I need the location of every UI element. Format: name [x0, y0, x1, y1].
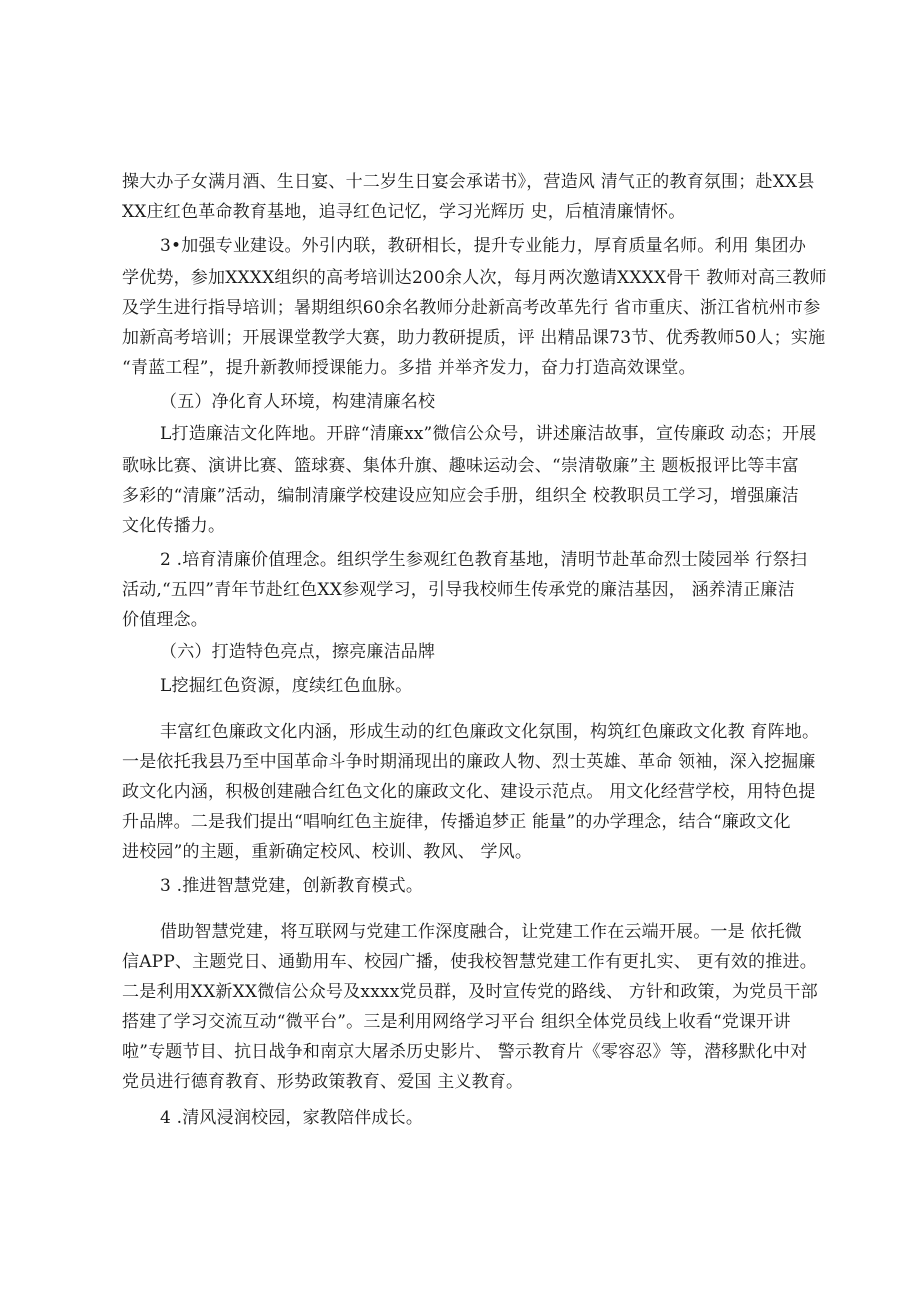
text-line: 啦”专题节目、抗日战争和南京大屠杀历史影片、 警示教育片《零容忍》等，潜移默化中对 [122, 1042, 808, 1062]
text-line: “青蓝工程”，提升新教师授课能力。多措 并举齐发力，奋力打造高效课堂。 [122, 358, 696, 378]
text-line: L打造廉洁文化阵地。开辟“清廉xx”微信公众号，讲述廉洁故事，宣传廉政 动态；开展 [160, 424, 817, 444]
text-line: 操大办子女满月酒、生日宴、十二岁生日宴会承诺书》，营造风 清气正的教育氛围；赴XX县 [122, 172, 815, 192]
text-line: 加新高考培训；开展课堂教学大赛，助力教研提质，评 出精品课73节、优秀教师50人；实施 [122, 328, 826, 348]
text-line: 4 .清风浸润校园，家教陪伴成长。 [160, 1108, 424, 1128]
text-line: 学优势，参加XXXX组织的高考培训达200余人次，每月两次邀请XXXX骨干 教师对高三教师 [122, 268, 827, 288]
text-line: 丰富红色廉政文化内涵，形成生动的红色廉政文化氛围，构筑红色廉政文化教 育阵地。 [160, 722, 820, 742]
text-line: 升品牌。二是我们提出“唱响红色主旋律，传播追梦正 能量”的办学理念，结合“廉政文化 [122, 812, 791, 832]
text-line: 歌咏比赛、演讲比赛、篮球赛、集体升旗、趣味运动会、“崇清敬廉”主 题板报评比等丰富 [122, 456, 799, 476]
text-line: 搭建了学习交流互动“微平台”。三是利用网络学习平台 组织全体党员线上收看“党课开讲 [122, 1012, 791, 1032]
text-line: 2 .培育清廉价值理念。组织学生参观红色教育基地，清明节赴革命烈士陵园举 行祭扫 [160, 550, 808, 570]
text-line: 3•加强专业建设。外引内联，教研相长，提升专业能力，厚育质量名师。利用 集团办 [160, 236, 807, 256]
text-line: 价值理念。 [122, 610, 208, 630]
text-line: 信APP、主题党日、通勤用车、校园广播，使我校智慧党建工作有更扎实、 更有效的推进。 [122, 952, 817, 972]
section-heading: （五）净化育人环境，构建清廉名校 [160, 392, 436, 412]
text-line: 党员进行德育教育、形势政策教育、爱国 主义教育。 [122, 1072, 524, 1092]
text-line: 政文化内涵，积极创建融合红色文化的廉政文化、建设示范点。 用文化经营学校，用特色提 [122, 782, 816, 802]
text-line: 及学生进行指导培训；暑期组织60余名教师分赴新高考改革先行 省市重庆、浙江省杭州市参 [122, 298, 821, 318]
section-heading: （六）打造特色亮点，擦亮廉洁品牌 [160, 642, 436, 662]
text-line: 一是依托我县乃至中国革命斗争时期涌现出的廉政人物、烈士英雄、革命 领袖，深入挖掘廉 [122, 752, 816, 772]
text-line: XX庄红色革命教育基地，追寻红色记忆，学习光辉历 史，后植清廉情怀。 [122, 202, 686, 222]
text-line: 多彩的“清廉”活动，编制清廉学校建设应知应会手册，组织全 校教职员工学习，增强廉洁 [122, 486, 799, 506]
text-line: 借助智慧党建，将互联网与党建工作深度融合，让党建工作在云端开展。一是 依托微 [160, 922, 803, 942]
text-line: 二是利用XX新XX微信公众号及xxxx党员群，及时宣传党的路线、 方针和政策，为党员干部 [122, 982, 818, 1002]
text-line: 3 .推进智慧党建，创新教育模式。 [160, 876, 424, 896]
text-line: 活动,“五四”青年节赴红色XX参观学习，引导我校师生传承党的廉洁基因， 涵养清正廉洁 [122, 580, 795, 600]
text-line: 进校园”的主题，重新确定校风、校训、教风、 学风。 [122, 842, 533, 862]
text-line: L挖掘红色资源，度续红色血脉。 [160, 676, 413, 696]
text-line: 文化传播力。 [122, 516, 226, 536]
